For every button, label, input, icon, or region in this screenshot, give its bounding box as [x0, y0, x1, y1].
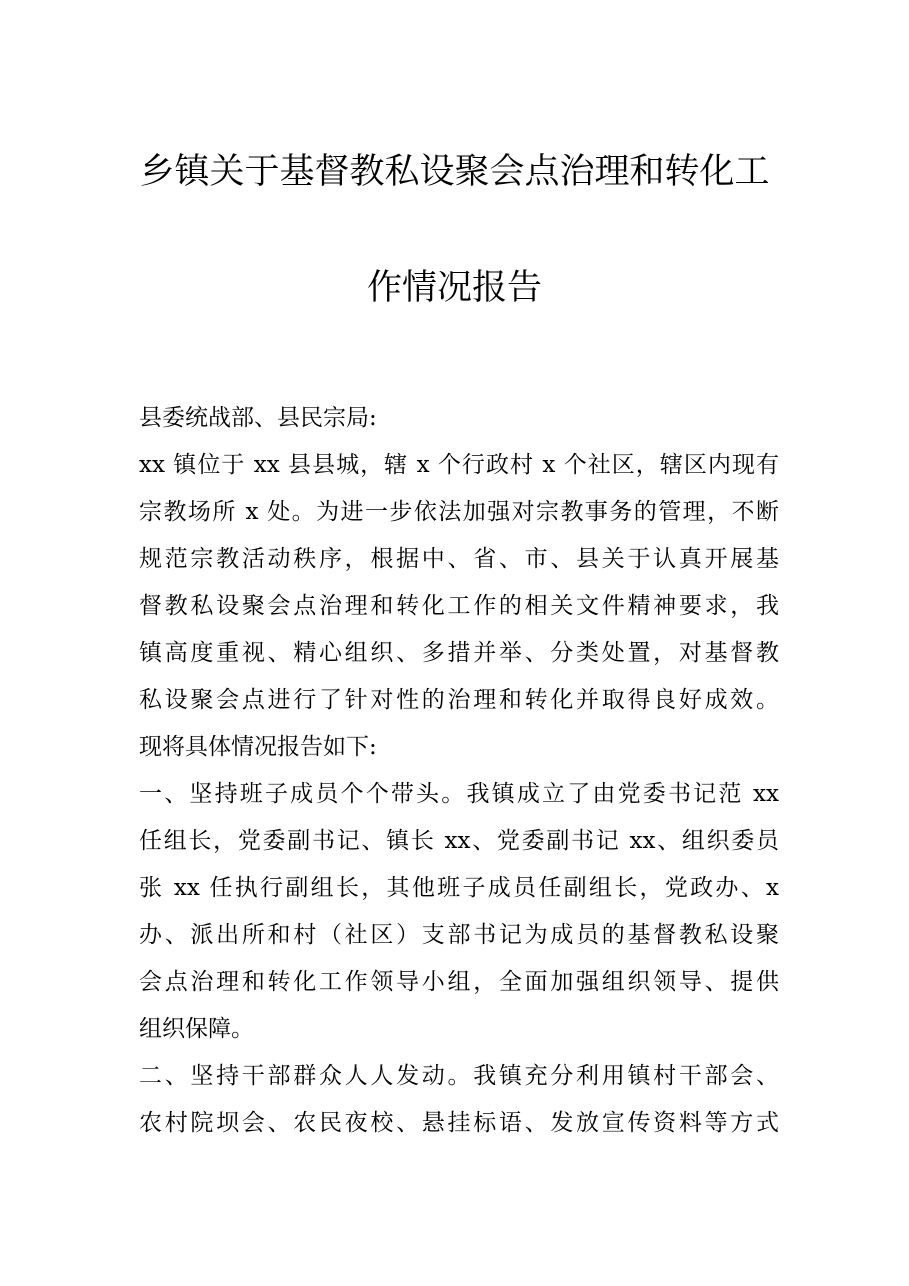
body-line: 任组长，党委副书记、镇长 xx、党委副书记 xx、组织委员 — [139, 828, 779, 854]
salutation: 县委统战部、县民宗局: — [139, 405, 377, 431]
document-body — [139, 395, 779, 1147]
body-line: 规范宗教活动秩序，根据中、省、市、县关于认真开展基 — [139, 546, 779, 572]
body-line: 镇高度重视、精心组织、多措并举、分类处置，对基督教 — [139, 640, 779, 666]
body-line: 一、坚持班子成员个个带头。我镇成立了由党委书记范 xx — [139, 781, 779, 807]
document-title-line-2: 作情况报告 — [366, 268, 542, 308]
body-line: 宗教场所 x 处。为进一步依法加强对宗教事务的管理，不断 — [139, 499, 779, 525]
body-line: 会点治理和转化工作领导小组，全面加强组织领导、提供 — [139, 969, 779, 995]
body-line: 二、坚持干部群众人人发动。我镇充分利用镇村干部会、 — [139, 1063, 779, 1089]
body-line: xx 镇位于 xx 县县城，辖 x 个行政村 x 个社区，辖区内现有 — [139, 452, 779, 478]
body-line: 办、派出所和村（社区）支部书记为成员的基督教私设聚 — [139, 922, 779, 948]
body-line: 现将具体情况报告如下: — [139, 734, 377, 760]
body-line: 张 xx 任执行副组长，其他班子成员任副组长，党政办、x — [139, 875, 779, 901]
body-line: 农村院坝会、农民夜校、悬挂标语、发放宣传资料等方式 — [139, 1110, 779, 1136]
body-line: 组织保障。 — [139, 1016, 254, 1042]
body-line: 督教私设聚会点治理和转化工作的相关文件精神要求，我 — [139, 593, 779, 619]
document-title-line-1: 乡镇关于基督教私设聚会点治理和转化工 — [139, 152, 770, 192]
body-line: 私设聚会点进行了针对性的治理和转化并取得良好成效。 — [139, 687, 779, 713]
